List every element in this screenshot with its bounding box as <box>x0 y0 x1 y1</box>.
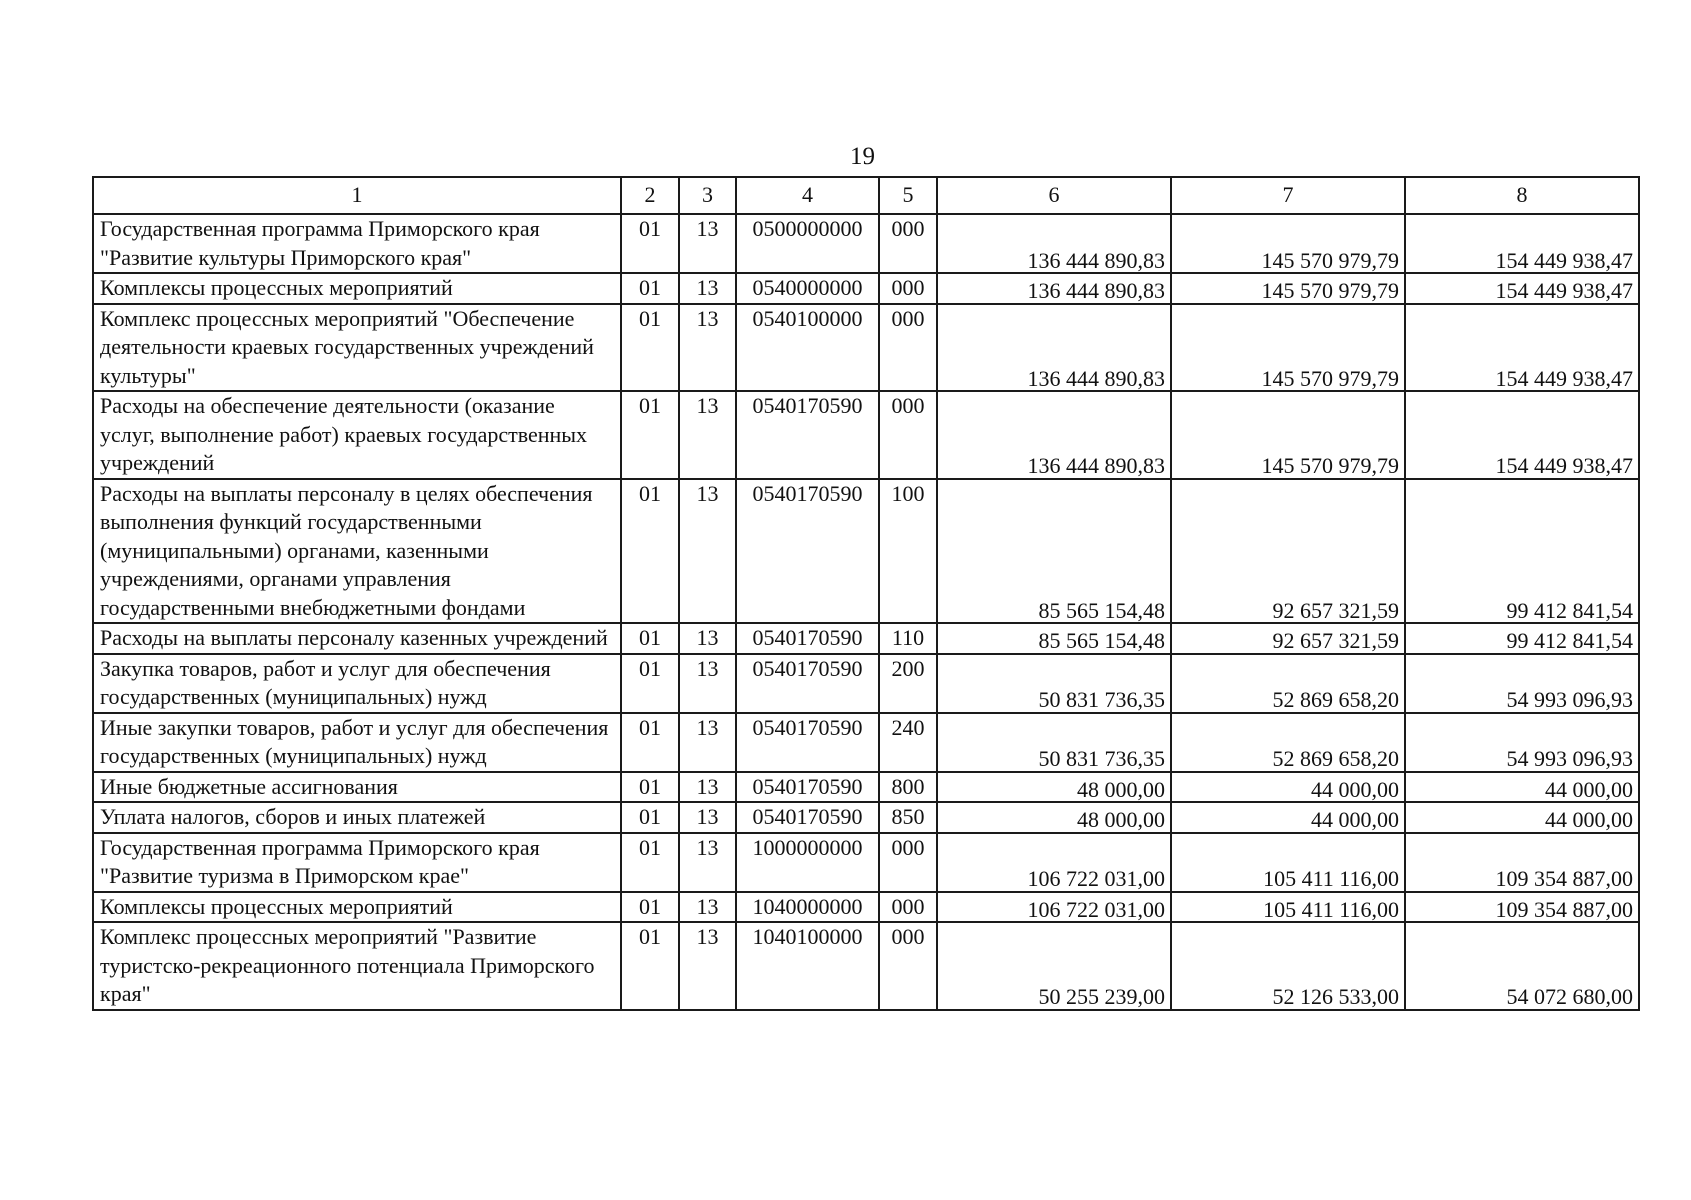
amount-year3-cell <box>1405 713 1639 772</box>
amount-value: 136 444 890,83 <box>1027 365 1165 391</box>
amount-year2-cell <box>1171 391 1405 479</box>
column-header: 2 <box>621 177 679 214</box>
row-name-cell: Иные закупки товаров, работ и услуг для обеспечения государственных (муниципальных) нужд <box>93 713 621 772</box>
table-row <box>93 214 1639 273</box>
amount-year3-cell <box>1405 892 1639 923</box>
amount-year1-cell <box>937 273 1171 304</box>
subsection-code-cell: 13 <box>679 391 736 479</box>
subsection-code-cell: 13 <box>679 772 736 803</box>
amount-value: 44 000,00 <box>1545 776 1633 802</box>
amount-value: 106 722 031,00 <box>1027 866 1165 891</box>
amount-value: 145 570 979,79 <box>1261 453 1399 478</box>
section-code-cell: 01 <box>621 273 679 304</box>
amount-value: 54 993 096,93 <box>1506 746 1633 771</box>
row-name-cell: Расходы на выплаты персоналу казенных учреждений <box>93 623 621 654</box>
amount-year3-cell <box>1405 922 1639 1010</box>
amount-value: 85 565 154,48 <box>1038 628 1165 653</box>
table-row <box>93 391 1639 479</box>
subsection-code-cell: 13 <box>679 802 736 833</box>
table-row <box>93 922 1639 1010</box>
amount-year3-cell <box>1405 391 1639 479</box>
amount-year3-cell <box>1405 273 1639 304</box>
amount-year2-cell <box>1171 214 1405 273</box>
row-name-cell: Иные бюджетные ассигнования <box>93 772 621 803</box>
target-article-cell: 0540170590 <box>736 391 879 479</box>
amount-year3-cell <box>1405 479 1639 624</box>
amount-value: 145 570 979,79 <box>1261 365 1399 391</box>
subsection-code-cell: 13 <box>679 654 736 713</box>
section-code-cell: 01 <box>621 922 679 1010</box>
amount-value: 52 869 658,20 <box>1272 746 1399 771</box>
section-code-cell: 01 <box>621 654 679 713</box>
amount-year2-cell <box>1171 772 1405 803</box>
row-name-cell: Расходы на выплаты персоналу в целях обеспечения выполнения функций государственными (муниципальными) органами, казенными учреждениями, органами управления государственными внебюджетными фондами <box>93 479 621 624</box>
table-row <box>93 892 1639 923</box>
target-article-cell: 0540100000 <box>736 304 879 392</box>
table-row <box>93 479 1639 624</box>
amount-value: 145 570 979,79 <box>1261 247 1399 273</box>
row-name-cell: Государственная программа Приморского края "Развитие туризма в Приморском крае" <box>93 833 621 892</box>
amount-year1-cell <box>937 623 1171 654</box>
expense-type-cell: 000 <box>879 273 937 304</box>
expense-type-cell: 850 <box>879 802 937 833</box>
amount-year1-cell <box>937 922 1171 1010</box>
table-row <box>93 623 1639 654</box>
budget-table <box>92 176 1640 1011</box>
section-code-cell: 01 <box>621 833 679 892</box>
amount-year1-cell <box>937 214 1171 273</box>
row-name-cell: Комплекс процессных мероприятий "Развитие туристско-рекреационного потенциала Приморского края" <box>93 922 621 1010</box>
amount-value: 99 412 841,54 <box>1506 628 1633 653</box>
target-article-cell: 0540170590 <box>736 772 879 803</box>
amount-year1-cell <box>937 802 1171 833</box>
amount-value: 50 831 736,35 <box>1038 746 1165 771</box>
target-article-cell: 1040000000 <box>736 892 879 923</box>
amount-value: 92 657 321,59 <box>1272 597 1399 623</box>
expense-type-cell: 100 <box>879 479 937 624</box>
amount-value: 106 722 031,00 <box>1027 896 1165 922</box>
section-code-cell: 01 <box>621 802 679 833</box>
amount-year2-cell <box>1171 654 1405 713</box>
amount-value: 136 444 890,83 <box>1027 453 1165 478</box>
amount-value: 54 993 096,93 <box>1506 687 1633 712</box>
amount-year2-cell <box>1171 802 1405 833</box>
subsection-code-cell: 13 <box>679 892 736 923</box>
expense-type-cell: 000 <box>879 391 937 479</box>
expense-type-cell: 000 <box>879 833 937 892</box>
amount-year1-cell <box>937 304 1171 392</box>
amount-year3-cell <box>1405 772 1639 803</box>
row-name-cell: Государственная программа Приморского края "Развитие культуры Приморского края" <box>93 214 621 273</box>
amount-value: 154 449 938,47 <box>1495 453 1633 478</box>
amount-year2-cell <box>1171 922 1405 1010</box>
amount-value: 136 444 890,83 <box>1027 278 1165 303</box>
expense-type-cell: 110 <box>879 623 937 654</box>
amount-year1-cell <box>937 892 1171 923</box>
column-header: 1 <box>93 177 621 214</box>
section-code-cell: 01 <box>621 479 679 624</box>
amount-year3-cell <box>1405 304 1639 392</box>
amount-year1-cell <box>937 654 1171 713</box>
section-code-cell: 01 <box>621 391 679 479</box>
expense-type-cell: 800 <box>879 772 937 803</box>
section-code-cell: 01 <box>621 713 679 772</box>
target-article-cell: 0540000000 <box>736 273 879 304</box>
amount-value: 52 869 658,20 <box>1272 687 1399 712</box>
column-header: 4 <box>736 177 879 214</box>
column-header: 5 <box>879 177 937 214</box>
table-row <box>93 772 1639 803</box>
table-row <box>93 802 1639 833</box>
amount-value: 92 657 321,59 <box>1272 628 1399 653</box>
amount-value: 154 449 938,47 <box>1495 278 1633 303</box>
amount-year1-cell <box>937 713 1171 772</box>
subsection-code-cell: 13 <box>679 833 736 892</box>
table-row <box>93 304 1639 392</box>
subsection-code-cell: 13 <box>679 713 736 772</box>
amount-value: 54 072 680,00 <box>1506 984 1633 1009</box>
amount-value: 85 565 154,48 <box>1038 597 1165 623</box>
amount-value: 154 449 938,47 <box>1495 365 1633 391</box>
target-article-cell: 1000000000 <box>736 833 879 892</box>
amount-year2-cell <box>1171 713 1405 772</box>
table-row <box>93 273 1639 304</box>
row-name-cell: Комплексы процессных мероприятий <box>93 892 621 923</box>
subsection-code-cell: 13 <box>679 623 736 654</box>
amount-year2-cell <box>1171 479 1405 624</box>
subsection-code-cell: 13 <box>679 479 736 624</box>
amount-value: 44 000,00 <box>1311 776 1399 802</box>
column-header: 3 <box>679 177 736 214</box>
amount-year2-cell <box>1171 833 1405 892</box>
target-article-cell: 0540170590 <box>736 713 879 772</box>
amount-value: 136 444 890,83 <box>1027 247 1165 273</box>
expense-type-cell: 000 <box>879 922 937 1010</box>
row-name-cell: Закупка товаров, работ и услуг для обеспечения государственных (муниципальных) нужд <box>93 654 621 713</box>
table-row <box>93 713 1639 772</box>
subsection-code-cell: 13 <box>679 214 736 273</box>
amount-year1-cell <box>937 391 1171 479</box>
section-code-cell: 01 <box>621 772 679 803</box>
amount-value: 154 449 938,47 <box>1495 247 1633 273</box>
amount-value: 44 000,00 <box>1545 807 1633 832</box>
expense-type-cell: 000 <box>879 892 937 923</box>
amount-value: 44 000,00 <box>1311 807 1399 832</box>
amount-year2-cell <box>1171 892 1405 923</box>
table-header-row <box>93 177 1639 214</box>
expense-type-cell: 000 <box>879 304 937 392</box>
subsection-code-cell: 13 <box>679 922 736 1010</box>
amount-year2-cell <box>1171 273 1405 304</box>
amount-value: 105 411 116,00 <box>1263 866 1399 891</box>
subsection-code-cell: 13 <box>679 304 736 392</box>
amount-year1-cell <box>937 479 1171 624</box>
expense-type-cell: 000 <box>879 214 937 273</box>
amount-year3-cell <box>1405 654 1639 713</box>
table-row <box>93 833 1639 892</box>
amount-value: 145 570 979,79 <box>1261 278 1399 303</box>
expense-type-cell: 240 <box>879 713 937 772</box>
amount-value: 105 411 116,00 <box>1263 896 1399 922</box>
amount-value: 50 255 239,00 <box>1038 984 1165 1009</box>
subsection-code-cell: 13 <box>679 273 736 304</box>
column-header: 6 <box>937 177 1171 214</box>
amount-value: 109 354 887,00 <box>1495 896 1633 922</box>
column-header: 8 <box>1405 177 1639 214</box>
target-article-cell: 0540170590 <box>736 479 879 624</box>
section-code-cell: 01 <box>621 623 679 654</box>
amount-value: 52 126 533,00 <box>1272 984 1399 1009</box>
row-name-cell: Комплекс процессных мероприятий "Обеспечение деятельности краевых государственных учреждений культуры" <box>93 304 621 392</box>
amount-value: 109 354 887,00 <box>1495 866 1633 891</box>
amount-year3-cell <box>1405 833 1639 892</box>
amount-year2-cell <box>1171 304 1405 392</box>
target-article-cell: 0540170590 <box>736 802 879 833</box>
expense-type-cell: 200 <box>879 654 937 713</box>
row-name-cell: Расходы на обеспечение деятельности (оказание услуг, выполнение работ) краевых государственных учреждений <box>93 391 621 479</box>
page-number: 19 <box>850 143 875 170</box>
amount-year3-cell <box>1405 214 1639 273</box>
amount-year1-cell <box>937 833 1171 892</box>
amount-value: 48 000,00 <box>1077 807 1165 832</box>
amount-year3-cell <box>1405 623 1639 654</box>
amount-value: 99 412 841,54 <box>1506 597 1633 623</box>
column-header: 7 <box>1171 177 1405 214</box>
table-row <box>93 654 1639 713</box>
target-article-cell: 1040100000 <box>736 922 879 1010</box>
amount-value: 48 000,00 <box>1077 776 1165 802</box>
target-article-cell: 0540170590 <box>736 623 879 654</box>
section-code-cell: 01 <box>621 892 679 923</box>
target-article-cell: 0540170590 <box>736 654 879 713</box>
section-code-cell: 01 <box>621 214 679 273</box>
amount-year2-cell <box>1171 623 1405 654</box>
row-name-cell: Уплата налогов, сборов и иных платежей <box>93 802 621 833</box>
amount-year1-cell <box>937 772 1171 803</box>
amount-value: 50 831 736,35 <box>1038 687 1165 712</box>
section-code-cell: 01 <box>621 304 679 392</box>
row-name-cell: Комплексы процессных мероприятий <box>93 273 621 304</box>
amount-year3-cell <box>1405 802 1639 833</box>
target-article-cell: 0500000000 <box>736 214 879 273</box>
